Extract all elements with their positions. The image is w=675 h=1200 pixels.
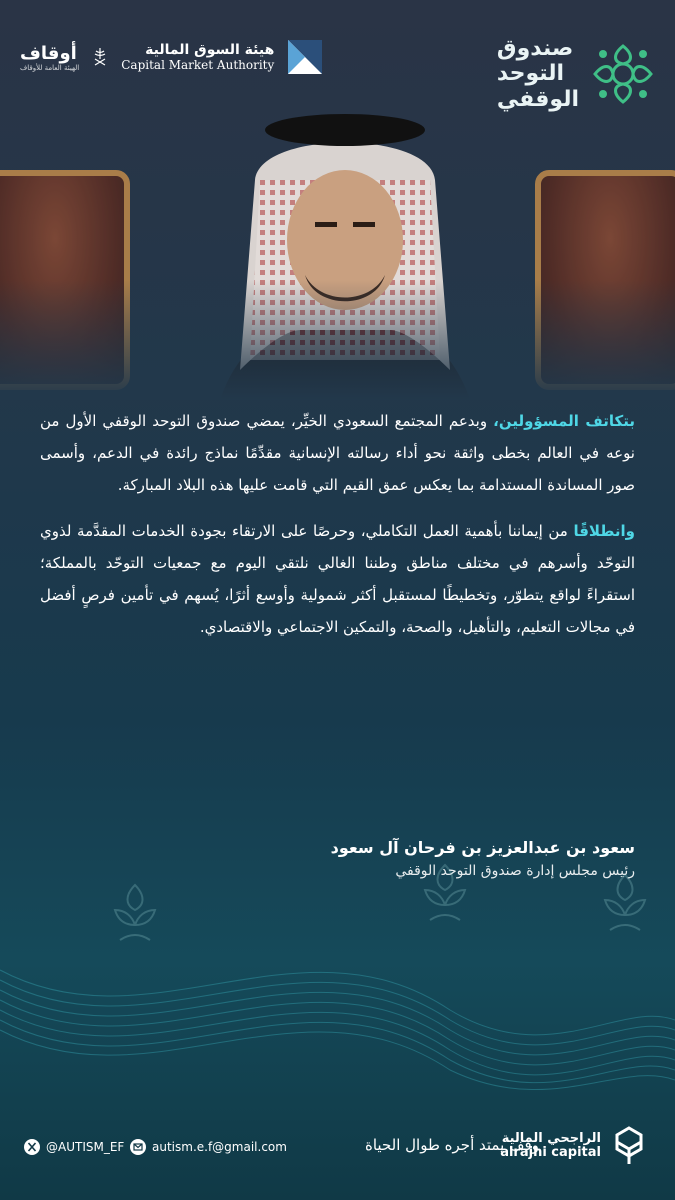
x-contact[interactable] <box>24 1139 124 1155</box>
partner-logos <box>20 40 322 74</box>
palm-swords-emblem-icon <box>93 47 107 67</box>
awqaf-logo <box>20 43 79 72</box>
signatory-name: سعود بن عبدالعزيز بن فرحان آل سعود <box>330 838 635 857</box>
signature <box>331 838 635 879</box>
paragraph-1 <box>40 405 635 501</box>
photo-fade <box>0 280 675 400</box>
mail-icon <box>130 1139 146 1155</box>
alrajhi-name <box>500 1132 601 1161</box>
alrajhi-arabic: الراجحي المالية <box>501 1130 601 1146</box>
cma-english-name: Capital Market Authority <box>121 58 275 72</box>
hero-photo <box>0 110 675 400</box>
awqaf-title: أوقاف <box>20 42 77 64</box>
cma-arabic-name: هيئة السوق المالية <box>145 42 275 58</box>
email-contact[interactable] <box>130 1139 287 1155</box>
statement-text <box>40 405 635 657</box>
signatory-role: رئيس مجلس إدارة صندوق التوحد الوقفي <box>395 863 635 879</box>
fund-emblem-icon <box>589 40 657 108</box>
paragraph-1-body: وبدعم المجتمع السعودي الخيِّر، يمضي صندوق التوحد الوقفي الأول من نوعه في العالم بخطى واثقة نحو أداء رسالته الإنسانية مقدِّمًا نماذج رائدة في الدعم، وأسمى صور المساندة المستدامة بما يعكس عمق القيم التي قامت عليها هذه البلاد المباركة. <box>40 412 635 494</box>
leaf-motif-icon <box>420 860 470 930</box>
alrajhi-mark-icon <box>609 1124 649 1168</box>
fund-name <box>497 36 579 112</box>
paragraph-2 <box>40 515 635 643</box>
awqaf-subtitle: الهيئة العامة للأوقاف <box>20 63 80 72</box>
autism-fund-logo <box>497 36 657 112</box>
fund-name-line-3: الوقفي <box>496 86 579 112</box>
alrajhi-english: alrajhi capital <box>500 1145 601 1160</box>
cma-logo <box>121 42 274 72</box>
decorative-waves <box>0 930 675 1120</box>
alrajhi-capital-logo <box>500 1124 649 1168</box>
paragraph-1-lead: بتكاتف المسؤولين، <box>493 412 636 430</box>
email-address: autism.e.f@gmail.com <box>152 1140 287 1154</box>
fund-name-line-1: صندوق <box>496 36 574 61</box>
x-handle: @AUTISM_EF <box>46 1140 125 1154</box>
cma-mark-icon <box>288 40 322 74</box>
paragraph-2-body: من إيماننا بأهمية العمل التكاملي، وحرصًا على الارتقاء بجودة الخدمات المقدَّمة لذوي التوحّد وأسرهم في مختلف مناطق وطننا الغالي نلتقي اليوم مع جمعيات التوحّد بالمملكة؛ استقراءً لواقع يتطوّر، وتخطيطًا لمستقبل أكثر شمولية وأوسع أثرًا، يُسهم في تأمين فرصٍ أفضل في مجالات التعليم، والتأهيل، والصحة، والتمكين الاجتماعي والاقتصادي. <box>40 522 635 636</box>
paragraph-2-lead: وانطلاقًا <box>573 522 635 540</box>
x-logo-icon <box>24 1139 40 1155</box>
tagline: وقف يمتد أجره طوال الحياة <box>365 1136 539 1154</box>
fund-name-line-2: التوحد <box>496 61 565 87</box>
